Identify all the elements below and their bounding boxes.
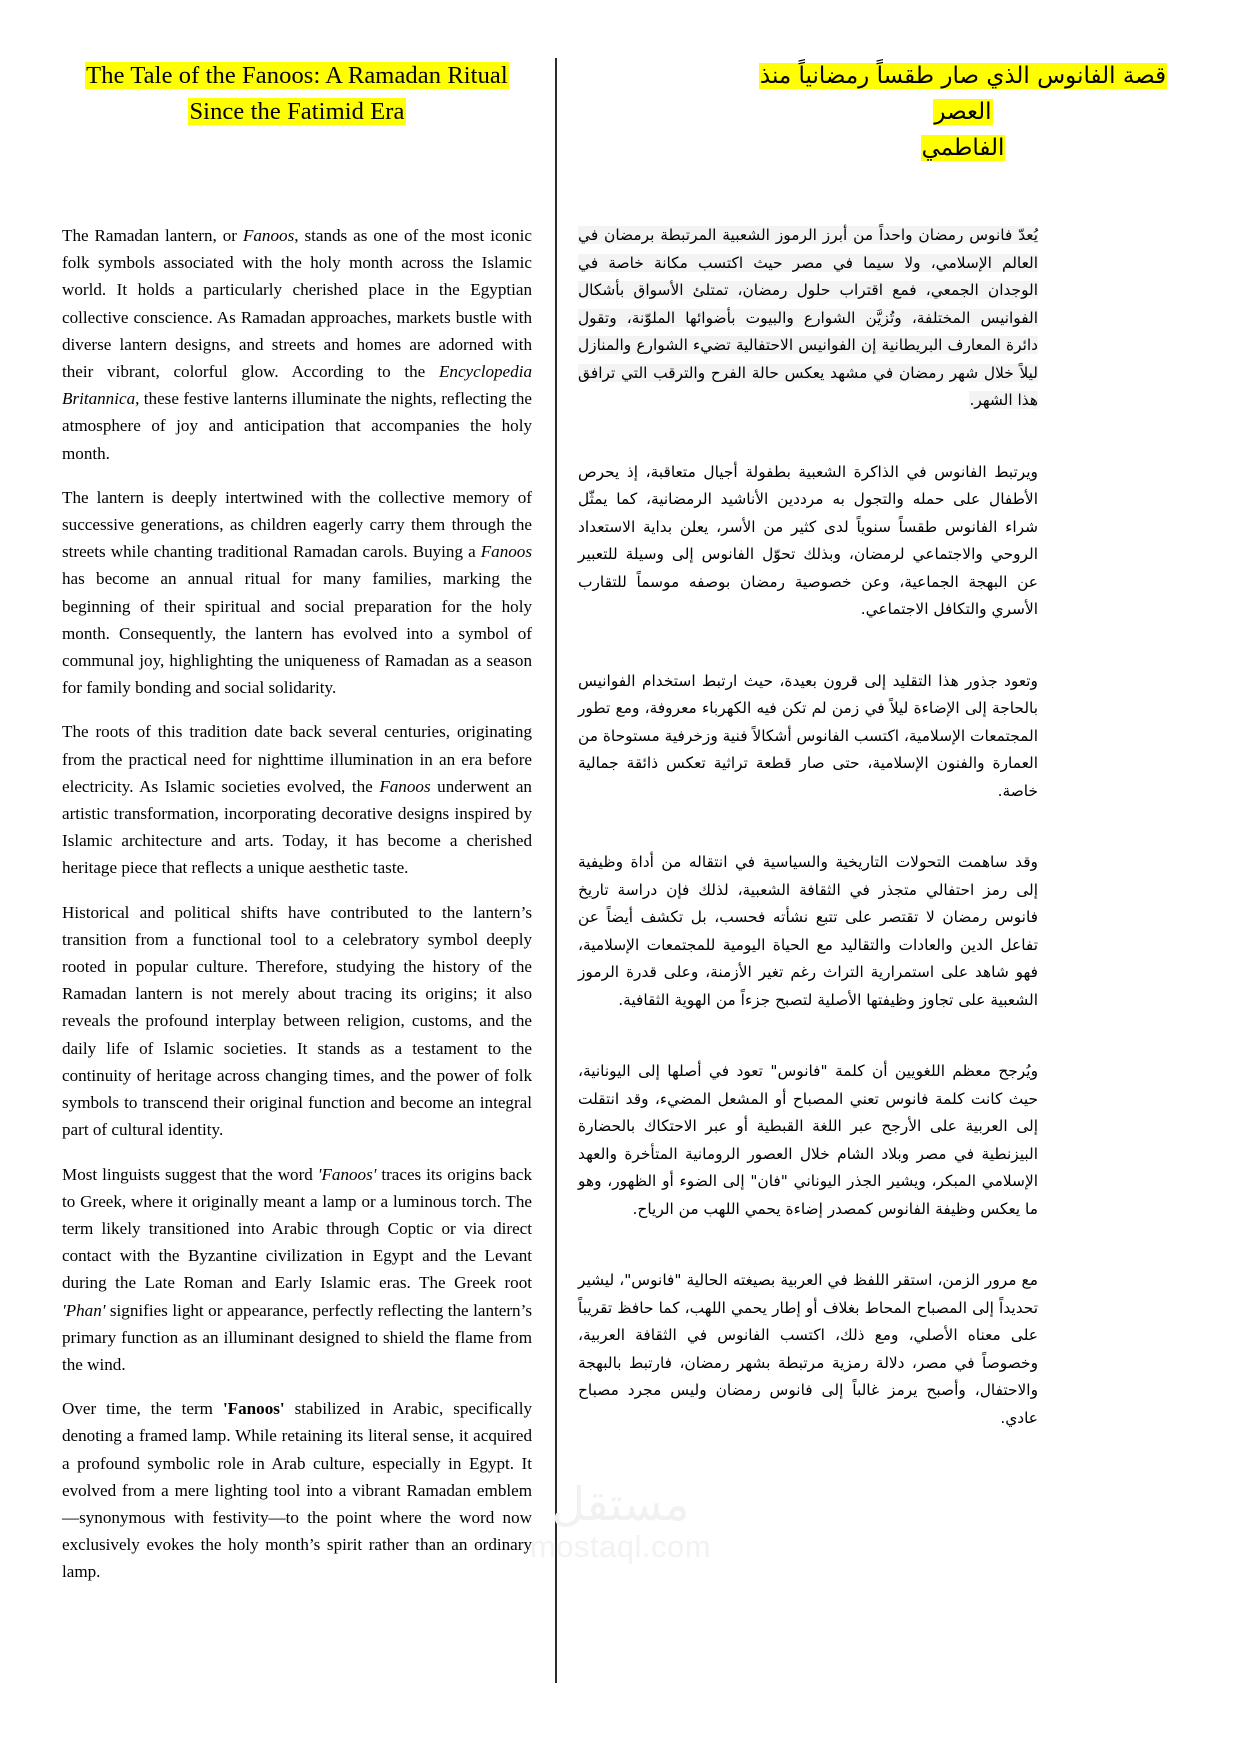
text-run-italic: Fanoos — [379, 776, 431, 796]
page-title-english-line1: The Tale of the Fanoos: A Ramadan Ritual — [86, 62, 508, 89]
text-run: , stands as one of the most iconic folk symbols associated with the holy month across the Islamic world. It holds a particularly cherished place in the Egyptian collective conscience. As Ramadan approaches, markets bustle with diverse lantern designs, and streets and homes are adorned with their vibrant, colorful glow. According to the — [62, 226, 532, 382]
text-run: underwent an artistic transformation, incorporating decorative designs inspired by Islamic architecture and arts. Today, it has become a cherished heritage piece that reflects a unique aesthetic taste. — [62, 776, 532, 878]
page-title-arabic-line2: الفاطمي — [921, 135, 1005, 161]
text-run: ويرتبط الفانوس في الذاكرة الشعبية بطفولة أجيال متعاقبة، إذ يحرص الأطفال على حمله والتجول به مرددين الأناشيد الرمضانية، كما يمثّل شراء الفانوس طقساً سنوياً لدى كثير من الأسر، يعلن بداية الاستعداد الروحي والاجتماعي لرمضان، وبذلك تحوّل الفانوس إلى وسيلة للتعبير عن البهجة الجماعية، وعن خصوصية رمضان بوصفه موسماً للتقارب الأسري والتكافل الاجتماعي. — [578, 462, 1038, 618]
text-run: The lantern is deeply intertwined with the collective memory of successive generations, as children eagerly carry them through the streets while chanting traditional Ramadan carols. Buying a — [62, 487, 532, 562]
text-run: وتعود جذور هذا التقليد إلى قرون بعيدة، حيث ارتبط استخدام الفوانيس بالحاجة إلى الإضاءة ليلاً في زمن لم تكن فيه الكهرباء معروفة، ومع تطور المجتمعات الإسلامية، اكتسب الفانوس أشكالاً فنية وزخرفية مستوحاة من العمارة والفنون الإسلامية، حتى صار قطعة تراثية تعكس ذائقة جمالية خاصة. — [578, 671, 1038, 800]
paragraph-english — [62, 899, 532, 1144]
paragraph-arabic — [578, 222, 1038, 415]
text-run: مع مرور الزمن، استقر اللفظ في العربية بصيغته الحالية "فانوس"، ليشير تحديداً إلى المصباح المحاط بغلاف أو إطار يحمي اللهب، كما حافظ تقريباً على معناه الأصلي، ومع ذلك، اكتسب الفانوس في الثقافة العربية، وخصوصاً في مصر، دلالة رمزية مرتبطة بشهر رمضان، فارتبط بالبهجة والاحتفال، وأصبح يرمز غالباً إلى فانوس رمضان وليس مجرد مصباح عادي. — [578, 1271, 1038, 1427]
text-run-italic: Encyclopedia Britannica — [62, 362, 532, 409]
paragraph-arabic — [578, 459, 1038, 624]
page-title-english — [62, 58, 532, 130]
titles-band — [0, 58, 1241, 168]
text-run-shaded: يُعدّ فانوس رمضان واحداً من أبرز الرموز الشعبية المرتبطة برمضان في العالم الإسلامي، ولا سيما في مصر حيث اكتسب مكانة خاصة في الوجدان الجمعي، فمع اقتراب حلول رمضان، تمتلئ الأسواق بأشكال الفوانيس المختلفة، وتُزيَّن الشوارع والبيوت بأضوائها الملوّنة، وتقول دائرة المعارف البريطانية إن الفوانيس الاحتفالية تضيء الشوارع والمنازل ليلاً خلال شهر رمضان في مشهد يعكس حالة الفرح والترقب التي ترافق هذا الشهر. — [578, 226, 1038, 409]
text-run: ويُرجح معظم اللغويين أن كلمة "فانوس" تعود في أصلها إلى اليونانية، حيث كانت كلمة فانوس تعني المصباح أو المشعل المضيء، وقد انتقلت إلى العربية على الأرجح عبر اللغة القبطية أو عبر الاحتكاك بالحضارة البيزنطية في مصر وبلاد الشام خلال العصور الرومانية المتأخرة والعهد الإسلامي المبكر، ويشير الجذر اليوناني "فان" إلى الضوء أو الظهور، وهو ما يعكس وظيفة الفانوس كمصدر إضاءة يحمي اللهب من الرياح. — [578, 1062, 1038, 1218]
paragraph-english — [62, 1395, 532, 1585]
text-run: stabilized in Arabic, specifically denoting a framed lamp. While retaining its literal sense, it acquired a profound symbolic role in Arab culture, especially in Egypt. It evolved from a mere lighting tool into a vibrant Ramadan emblem—synonymous with festivity—to the point where the word now exclusively evokes the holy month’s spirit rather than an ordinary lamp. — [62, 1399, 532, 1582]
paragraph-arabic — [578, 1058, 1038, 1223]
text-run: has become an annual ritual for many families, marking the beginning of their spiritual and social preparation for the holy month. Consequently, the lantern has evolved into a symbol of communal joy, highlighting the uniqueness of Ramadan as a season for family bonding and social solidarity. — [62, 569, 532, 698]
paragraph-arabic — [578, 849, 1038, 1014]
text-run: Most linguists suggest that the word — [62, 1164, 318, 1184]
text-run: Historical and political shifts have contributed to the lantern’s transition from a functional tool to a celebratory symbol deeply rooted in popular culture. Therefore, studying the history of the Ramadan lantern is not merely about tracing its origins; it also reveals the profound interplay between religion, customs, and the daily life of Islamic societies. It stands as a testament to the continuity of heritage across changing times, and the power of folk symbols to transcend their original function and become an integral part of cultural identity. — [62, 902, 532, 1140]
text-run: The Ramadan lantern, or — [62, 226, 243, 245]
text-run-italic: 'Fanoos' — [317, 1164, 377, 1184]
text-run-bold: 'Fanoos' — [222, 1399, 285, 1419]
text-run: , these festive lanterns illuminate the nights, reflecting the atmosphere of joy and anticipation that accompanies the holy month. — [62, 389, 532, 463]
text-run: The roots of this tradition date back several centuries, originating from the practical need for nighttime illumination in an era before electricity. As Islamic societies evolved, the — [62, 722, 532, 796]
watermark-domain: mostaql.com — [529, 1529, 712, 1564]
column-divider — [555, 58, 557, 1683]
page-title-english-line2: Since the Fatimid Era — [189, 98, 405, 125]
page-title-arabic — [743, 58, 1183, 166]
page-title-arabic-line1: قصة الفانوس الذي صار طقساً رمضانياً منذ العصر — [759, 63, 1167, 125]
text-run-italic: Fanoos — [242, 226, 295, 245]
text-run: Over time, the term — [62, 1399, 223, 1419]
text-run: signifies light or appearance, perfectly reflecting the lantern’s primary function as an illuminant designed to shield the flame from the wind. — [62, 1300, 532, 1374]
paragraph-english — [62, 1161, 532, 1379]
watermark-arabic-logo: مستقل — [551, 1477, 690, 1531]
text-run: وقد ساهمت التحولات التاريخية والسياسية في انتقاله من أداة وظيفية إلى رمز احتفالي متجذر في الثقافة الشعبية، لذلك فإن دراسة تاريخ فانوس رمضان لا تقتصر على تتبع نشأته فحسب، بل تكشف أيضاً عن تفاعل الدين والعادات والتقاليد مع الحياة اليومية للمجتمعات الإسلامية، فهو شاهد على استمرارية التراث رغم تغير الأزمنة، وعلى قدرة الرموز الشعبية على تجاوز وظيفتها الأصلية لتصبح جزءاً من الهوية الثقافية. — [578, 853, 1038, 1009]
arabic-text-column — [578, 222, 1038, 1432]
text-run-italic: 'Phan' — [62, 1300, 106, 1320]
paragraph-arabic — [578, 668, 1038, 806]
paragraph-english — [62, 484, 532, 702]
english-text-column — [62, 222, 532, 1586]
text-run: traces its origins back to Greek, where it originally meant a lamp or a luminous torch. The term likely transitioned into Arabic through Coptic or via direct contact with the Byzantine civilization in Egypt and the Levant during the Late Roman and Early Islamic eras. The Greek root — [62, 1164, 532, 1293]
paragraph-english — [62, 222, 532, 467]
paragraph-arabic — [578, 1267, 1038, 1432]
text-run-italic: Fanoos — [480, 542, 532, 562]
paragraph-english — [62, 718, 532, 881]
